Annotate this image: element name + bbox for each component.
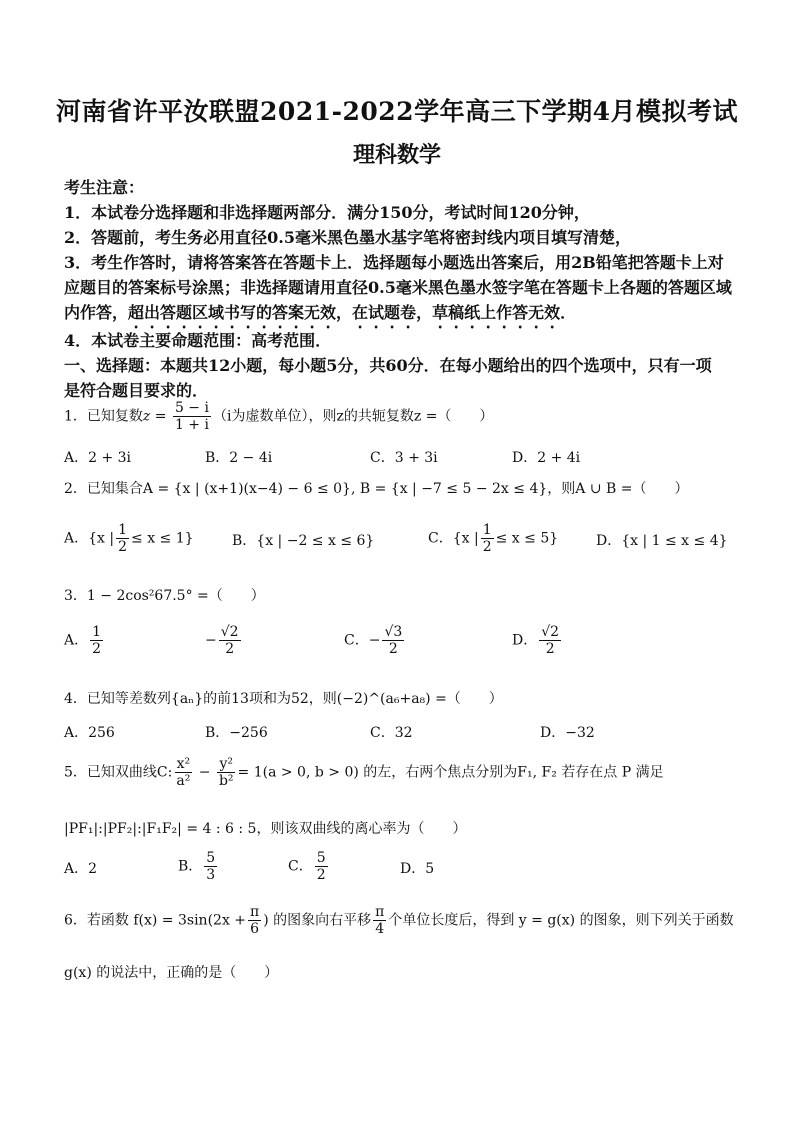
notice-item-2: 2．答题前，考生务必用直径0.5毫米黑色墨水基字笔将密封线内项目填写清楚， <box>64 228 631 247</box>
question-1: 1．已知复数z = $\frac{5 - i}{1 + i}$ （i为虚数单位），则z的共轭复数z =（ ） <box>64 400 494 434</box>
q4-option-a: A．256 <box>64 725 115 741</box>
q4-option-b: B．−256 <box>205 725 268 741</box>
q2-option-d: D．{x | 1 ≤ x ≤ 4} <box>596 533 728 549</box>
q5-option-a: A．2 <box>64 861 98 877</box>
question-4: 4．已知等差数列{aₙ}的前13项和为52，则(−2)^(a₆+a₈) =（ ） <box>64 691 503 707</box>
q3-option-a: A． $\frac{1}{2}$ <box>64 624 102 658</box>
notice-heading: 考生注意： <box>64 178 145 197</box>
q5-option-d: D．5 <box>400 861 435 877</box>
section-heading-cont: 是符合题目要求的． <box>64 381 209 400</box>
q3-option-b: − $\frac{√2}{2}$ <box>205 624 239 658</box>
q3-option-c: C．− $\frac{√3}{2}$ <box>344 624 403 658</box>
notice-item-1: 1．本试卷分选择题和非选择题两部分．满分150分，考试时间120分钟， <box>64 203 590 222</box>
question-2: 2．已知集合A = {x | (x+1)(x−4) − 6 ≤ 0}, B = {x | −7 ≤ 5 − 2x ≤ 4}，则A ∪ B =（ ） <box>64 481 689 497</box>
question-3: 3．1 − 2cos²67.5° =（ ） <box>64 588 265 604</box>
question-5: 5．已知双曲线C: $\frac{\text{x²}}{\text{a²}}$ − $\frac{\text{y²}}{\text{b²}}$ = 1(a > 0, b > 0) 的左，右两个焦点分别为F₁, F₂ 若存在点 P 满足 <box>64 756 664 790</box>
q1-option-d: D．2 + 4i <box>512 450 581 466</box>
question-6-cont: g(x) 的说法中，正确的是（ ） <box>64 965 279 981</box>
q2-option-a: A．{x | $\frac{1}{2}$ ≤ x ≤ 1} <box>64 522 194 556</box>
q4-option-c: C．32 <box>370 725 413 741</box>
exam-subject: 理科数学 <box>352 142 441 168</box>
dotted-emphasis-1: 超出答题区域书写的答案无效 <box>128 303 337 322</box>
q2-option-c: C．{x | $\frac{1}{2}$ ≤ x ≤ 5} <box>428 522 559 556</box>
notice-item-3-cont: 应题目的答案标号涂黑；非选择题请用直径0.5毫米黑色墨水签字笔在答题卡上各题的答题区域 <box>64 278 732 297</box>
exam-title: 河南省许平汝联盟2021-2022学年高三下学期4月模拟考试 <box>56 97 738 126</box>
dotted-emphasis-2: 在试题卷 <box>352 303 417 322</box>
notice-item-3-end: 内作答，超出答题区域书写的答案无效，在试题卷，草稿纸上作答无效． <box>64 303 577 322</box>
fraction: $\frac{5 - i}{1 + i}$ <box>174 400 209 434</box>
q4-option-d: D．−32 <box>540 725 595 741</box>
q2-option-b: B．{x | −2 ≤ x ≤ 6} <box>232 533 375 549</box>
q5-option-b: B． $\frac{5}{3}$ <box>178 850 216 884</box>
q1-option-b: B．2 − 4i <box>205 450 273 466</box>
q1-option-c: C．3 + 3i <box>370 450 438 466</box>
q1-option-a: A．2 + 3i <box>64 450 132 466</box>
dotted-emphasis-3: 草稿纸上作答无效 <box>432 303 561 322</box>
q3-option-d: D． $\frac{√2}{2}$ <box>512 624 560 658</box>
question-6: 6．若函数 f(x) = 3sin(2x + $\frac{\pi}{6}$ ) 的图象向右平移 $\frac{\pi}{4}$ 个单位长度后，得到 y = g(x) 的图象，则下列关于函数 <box>64 904 734 938</box>
notice-item-3: 3．考生作答时，请将答案答在答题卡上．选择题每小题选出答案后，用2B铅笔把答题卡上对 <box>64 253 724 272</box>
question-5-cont: |PF₁|:|PF₂|:|F₁F₂| = 4 : 6 : 5，则该双曲线的离心率为（ ） <box>64 821 467 837</box>
q5-option-c: C． $\frac{5}{2}$ <box>288 850 326 884</box>
notice-item-4: 4．本试卷主要命题范围：高考范围． <box>64 331 332 350</box>
section-heading: 一、选择题：本题共12小题，每小题5分，共60分．在每小题给出的四个选项中，只有一项 <box>64 356 712 375</box>
